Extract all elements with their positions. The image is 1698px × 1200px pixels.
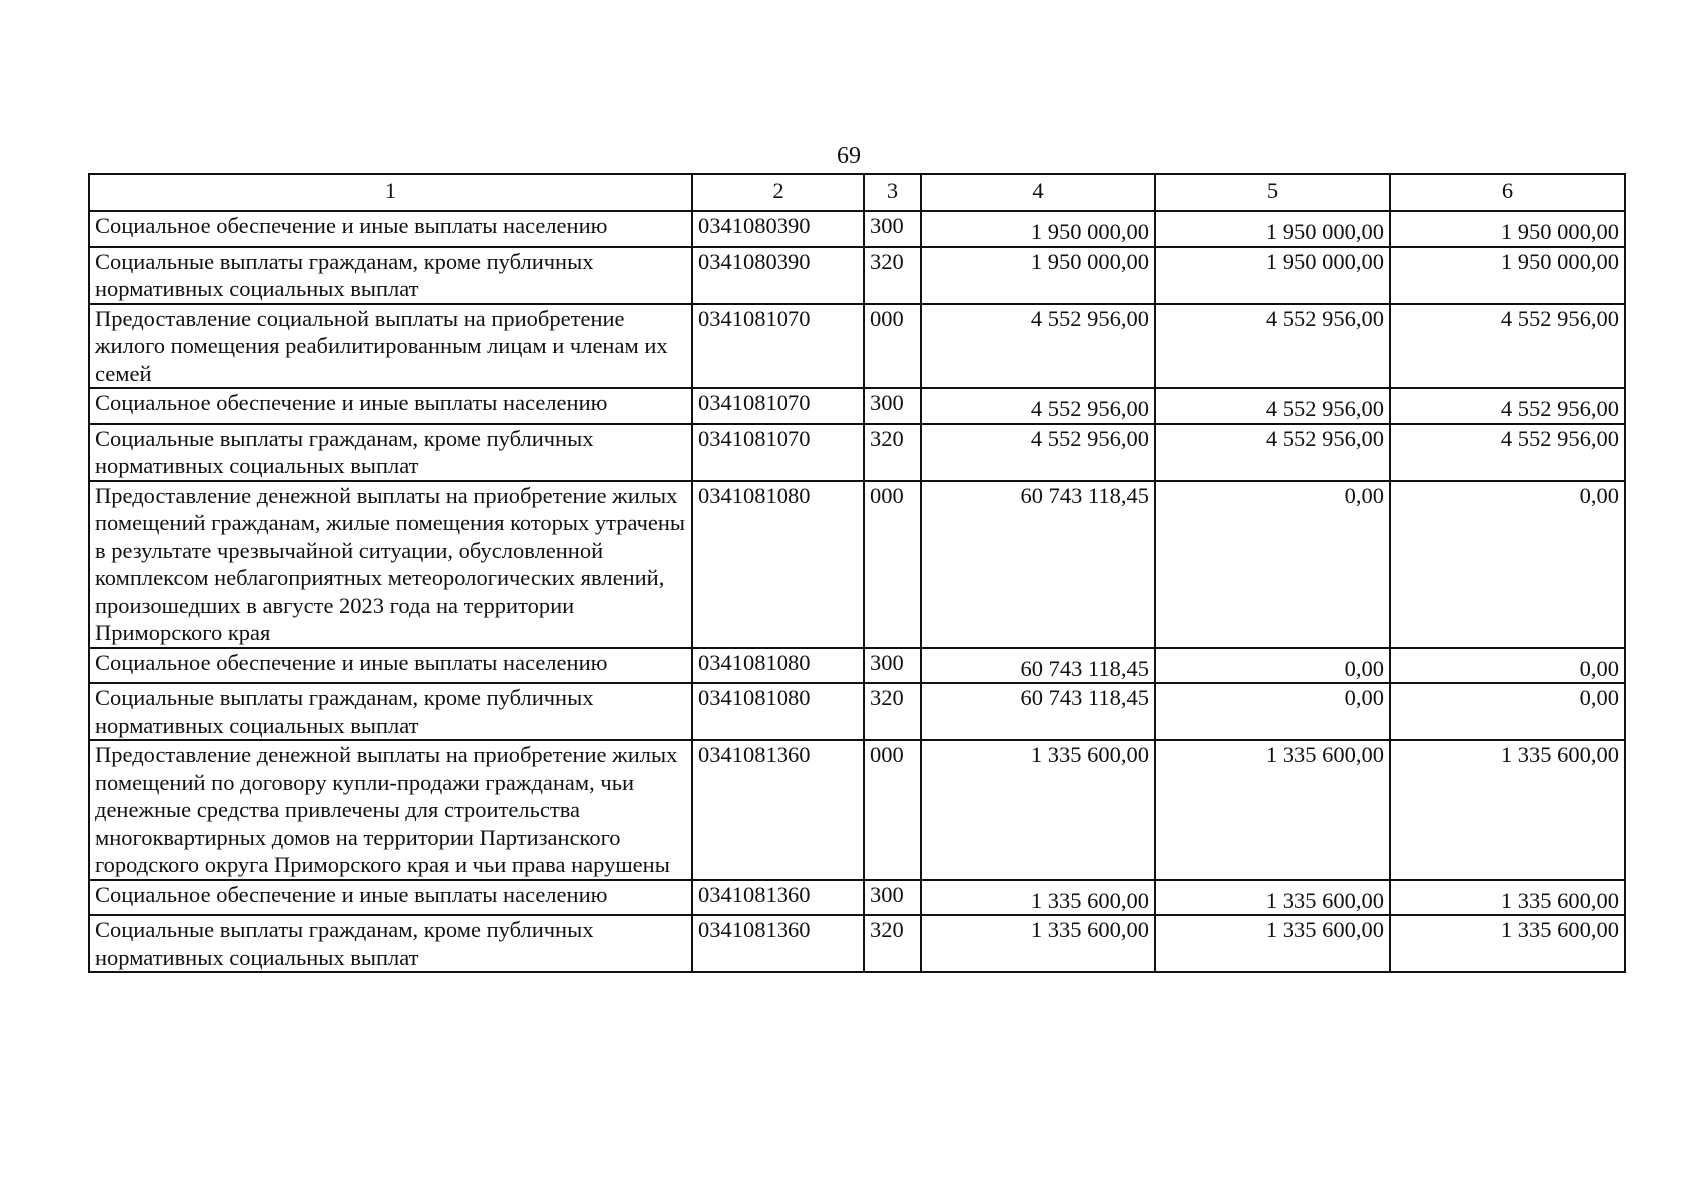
row-amount-col-6: 4 552 956,00 [1390, 424, 1625, 481]
row-expense-type: 300 [864, 211, 921, 247]
row-amount-col-4: 4 552 956,00 [921, 424, 1155, 481]
table-row [89, 247, 1625, 304]
row-amount-col-5: 0,00 [1155, 648, 1390, 684]
row-expense-type: 300 [864, 648, 921, 684]
row-name: Социальное обеспечение и иные выплаты населению [89, 880, 692, 916]
header-col-4: 4 [921, 174, 1155, 211]
row-target-code: 0341081070 [692, 304, 864, 389]
row-amount-col-4: 4 552 956,00 [921, 304, 1155, 389]
row-amount-col-4: 60 743 118,45 [921, 481, 1155, 648]
row-amount-col-4: 60 743 118,45 [921, 683, 1155, 740]
row-name: Социальные выплаты гражданам, кроме публичных нормативных социальных выплат [89, 915, 692, 972]
row-target-code: 0341081080 [692, 481, 864, 648]
table-row [89, 915, 1625, 972]
row-target-code: 0341081360 [692, 880, 864, 916]
row-amount-col-5: 1 335 600,00 [1155, 915, 1390, 972]
table-row [89, 648, 1625, 684]
row-amount-col-6: 1 950 000,00 [1390, 247, 1625, 304]
row-amount-col-6: 4 552 956,00 [1390, 304, 1625, 389]
row-expense-type: 320 [864, 424, 921, 481]
row-target-code: 0341080390 [692, 247, 864, 304]
row-amount-col-6: 1 335 600,00 [1390, 915, 1625, 972]
header-col-6: 6 [1390, 174, 1625, 211]
row-amount-col-4: 1 335 600,00 [921, 915, 1155, 972]
row-amount-col-4: 1 950 000,00 [921, 211, 1155, 247]
row-amount-col-5: 1 335 600,00 [1155, 880, 1390, 916]
row-amount-col-4: 1 335 600,00 [921, 880, 1155, 916]
row-amount-col-4: 1 335 600,00 [921, 740, 1155, 880]
row-expense-type: 300 [864, 388, 921, 424]
row-expense-type: 000 [864, 481, 921, 648]
table-row [89, 683, 1625, 740]
header-col-5: 5 [1155, 174, 1390, 211]
row-expense-type: 320 [864, 915, 921, 972]
row-amount-col-5: 4 552 956,00 [1155, 304, 1390, 389]
row-amount-col-5: 4 552 956,00 [1155, 388, 1390, 424]
row-name: Предоставление денежной выплаты на приобретение жилых помещений гражданам, жилые помещения которых утрачены в результате чрезвычайной ситуации, обусловленной комплексом неблагоприятных метеорологических явлений, произошедших в августе 2023 года на территории Приморского края [89, 481, 692, 648]
row-target-code: 0341081070 [692, 424, 864, 481]
header-col-1: 1 [89, 174, 692, 211]
table-row [89, 481, 1625, 648]
row-amount-col-6: 1 950 000,00 [1390, 211, 1625, 247]
row-name: Предоставление денежной выплаты на приобретение жилых помещений по договору купли-продажи гражданам, чьи денежные средства привлечены для строительства многоквартирных домов на территории Партизанского городского округа Приморского края и чьи права нарушены [89, 740, 692, 880]
row-target-code: 0341081080 [692, 648, 864, 684]
row-amount-col-5: 1 950 000,00 [1155, 211, 1390, 247]
row-expense-type: 000 [864, 304, 921, 389]
row-amount-col-6: 1 335 600,00 [1390, 880, 1625, 916]
row-name: Социальные выплаты гражданам, кроме публичных нормативных социальных выплат [89, 247, 692, 304]
table-row [89, 211, 1625, 247]
row-target-code: 0341081070 [692, 388, 864, 424]
header-col-3: 3 [864, 174, 921, 211]
row-amount-col-5: 1 950 000,00 [1155, 247, 1390, 304]
row-amount-col-6: 4 552 956,00 [1390, 388, 1625, 424]
table-row [89, 388, 1625, 424]
row-amount-col-6: 0,00 [1390, 648, 1625, 684]
row-name: Социальные выплаты гражданам, кроме публичных нормативных социальных выплат [89, 424, 692, 481]
row-amount-col-6: 0,00 [1390, 481, 1625, 648]
row-amount-col-5: 0,00 [1155, 683, 1390, 740]
table-row [89, 880, 1625, 916]
table-row [89, 424, 1625, 481]
row-amount-col-6: 1 335 600,00 [1390, 740, 1625, 880]
row-name: Социальное обеспечение и иные выплаты населению [89, 211, 692, 247]
table-row [89, 304, 1625, 389]
row-expense-type: 320 [864, 683, 921, 740]
header-col-2: 2 [692, 174, 864, 211]
page-number: 69 [837, 143, 861, 169]
budget-table [88, 173, 1626, 973]
row-amount-col-4: 4 552 956,00 [921, 388, 1155, 424]
row-amount-col-6: 0,00 [1390, 683, 1625, 740]
row-expense-type: 000 [864, 740, 921, 880]
row-amount-col-4: 60 743 118,45 [921, 648, 1155, 684]
row-expense-type: 320 [864, 247, 921, 304]
row-name: Социальные выплаты гражданам, кроме публичных нормативных социальных выплат [89, 683, 692, 740]
row-name: Социальное обеспечение и иные выплаты населению [89, 388, 692, 424]
row-amount-col-5: 1 335 600,00 [1155, 740, 1390, 880]
row-amount-col-5: 4 552 956,00 [1155, 424, 1390, 481]
row-target-code: 0341081080 [692, 683, 864, 740]
row-amount-col-5: 0,00 [1155, 481, 1390, 648]
row-name: Предоставление социальной выплаты на приобретение жилого помещения реабилитированным лицам и членам их семей [89, 304, 692, 389]
header-row [89, 174, 1625, 211]
table-row [89, 740, 1625, 880]
row-expense-type: 300 [864, 880, 921, 916]
row-amount-col-4: 1 950 000,00 [921, 247, 1155, 304]
row-target-code: 0341081360 [692, 740, 864, 880]
row-target-code: 0341080390 [692, 211, 864, 247]
row-target-code: 0341081360 [692, 915, 864, 972]
row-name: Социальное обеспечение и иные выплаты населению [89, 648, 692, 684]
